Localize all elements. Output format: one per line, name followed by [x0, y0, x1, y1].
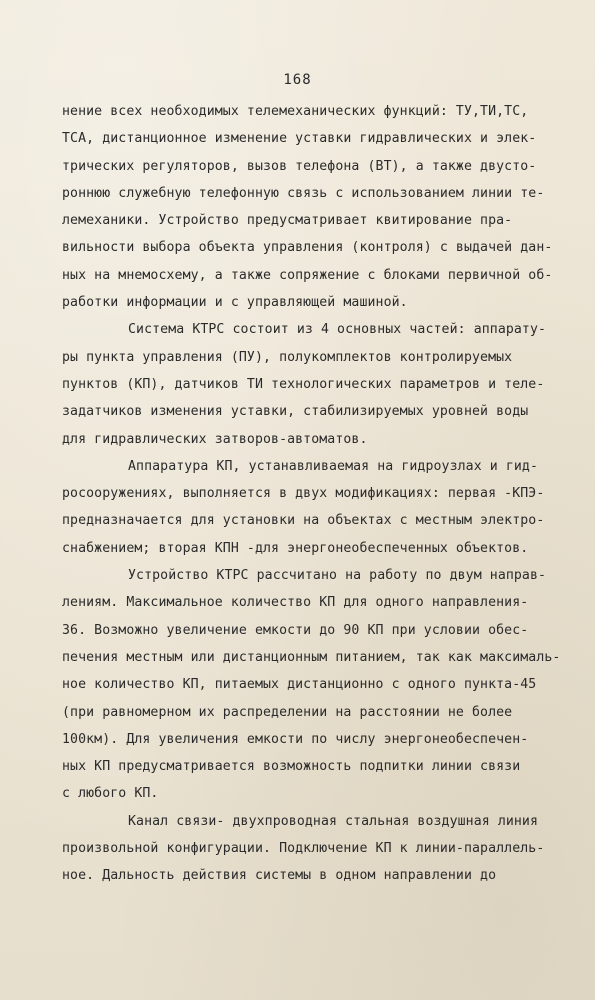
text-line: с любого КП. — [62, 786, 159, 802]
text-line: нение всех необходимых телемеханических функций: ТУ,ТИ,ТС, — [62, 104, 529, 119]
text-line: лениям. Максимальное количество КП для одного направления- — [62, 595, 529, 611]
text-line: Устройство КТРС рассчитано на работу по двум направ- — [128, 568, 547, 584]
text-line: ных на мнемосхему, а также сопряжение с блоками первичной об- — [62, 267, 553, 283]
text-line: 36. Возможно увеличение емкости до 90 КП при условии обес- — [62, 622, 529, 638]
text-line: 100км). Для увеличения емкости по числу энергонеобеспечен- — [62, 731, 529, 747]
paragraph — [62, 453, 562, 562]
text-line: работки информации и с управляющей машиной. — [62, 295, 408, 311]
text-line: вильности выбора объекта управления (контроля) с выдачей дан- — [62, 240, 553, 256]
text-line: печения местным или дистанционным питанием, так как максималь- — [62, 649, 561, 665]
text-line: ное. Дальность действия системы в одном направлении до — [62, 868, 497, 884]
text-line: произвольной конфигурации. Подключение КП к линии-параллель- — [62, 841, 545, 857]
text-line: (при равномерном их распределении на расстоянии не более — [62, 704, 513, 720]
page-number: 168 — [283, 72, 312, 88]
text-line: ры пункта управления (ПУ), полукомплектов контролируемых — [62, 349, 513, 365]
paragraph — [62, 808, 562, 890]
text-line: роннюю служебную телефонную связь с использованием линии те- — [62, 185, 545, 201]
paragraph — [62, 316, 562, 452]
text-line: трических регуляторов, вызов телефона (ВТ), а также двусто- — [62, 158, 537, 174]
text-line: снабжением; вторая КПН -для энергонеобеспеченных объектов. — [62, 540, 529, 556]
text-line: ное количество КП, питаемых дистанционно с одного пункта-45 — [62, 677, 537, 693]
body-text — [62, 98, 562, 890]
text-line: Система КТРС состоит из 4 основных частей: аппарату- — [128, 322, 547, 338]
text-line: пунктов (КП), датчиков ТИ технологических параметров и теле- — [62, 376, 545, 392]
text-line: предназначается для установки на объектах с местным электро- — [62, 513, 545, 529]
text-line: Канал связи- двухпроводная стальная воздушная линия — [128, 813, 539, 829]
paragraph — [62, 562, 562, 808]
text-line: ных КП предусматривается возможность подпитки линии связи — [62, 759, 521, 775]
paragraph — [62, 98, 562, 316]
text-line: для гидравлических затворов-автоматов. — [62, 431, 368, 447]
text-line: ТСА, дистанционное изменение уставки гидравлических и элек- — [62, 131, 537, 147]
text-line: росооружениях, выполняется в двух модификациях: первая -КПЭ- — [62, 486, 545, 502]
text-line: задатчиков изменения уставки, стабилизируемых уровней воды — [62, 404, 529, 420]
text-line: лемеханики. Устройство предусматривает квитирование пра- — [62, 213, 513, 229]
text-line: Аппаратура КП, устанавливаемая на гидроузлах и гид- — [128, 458, 539, 474]
